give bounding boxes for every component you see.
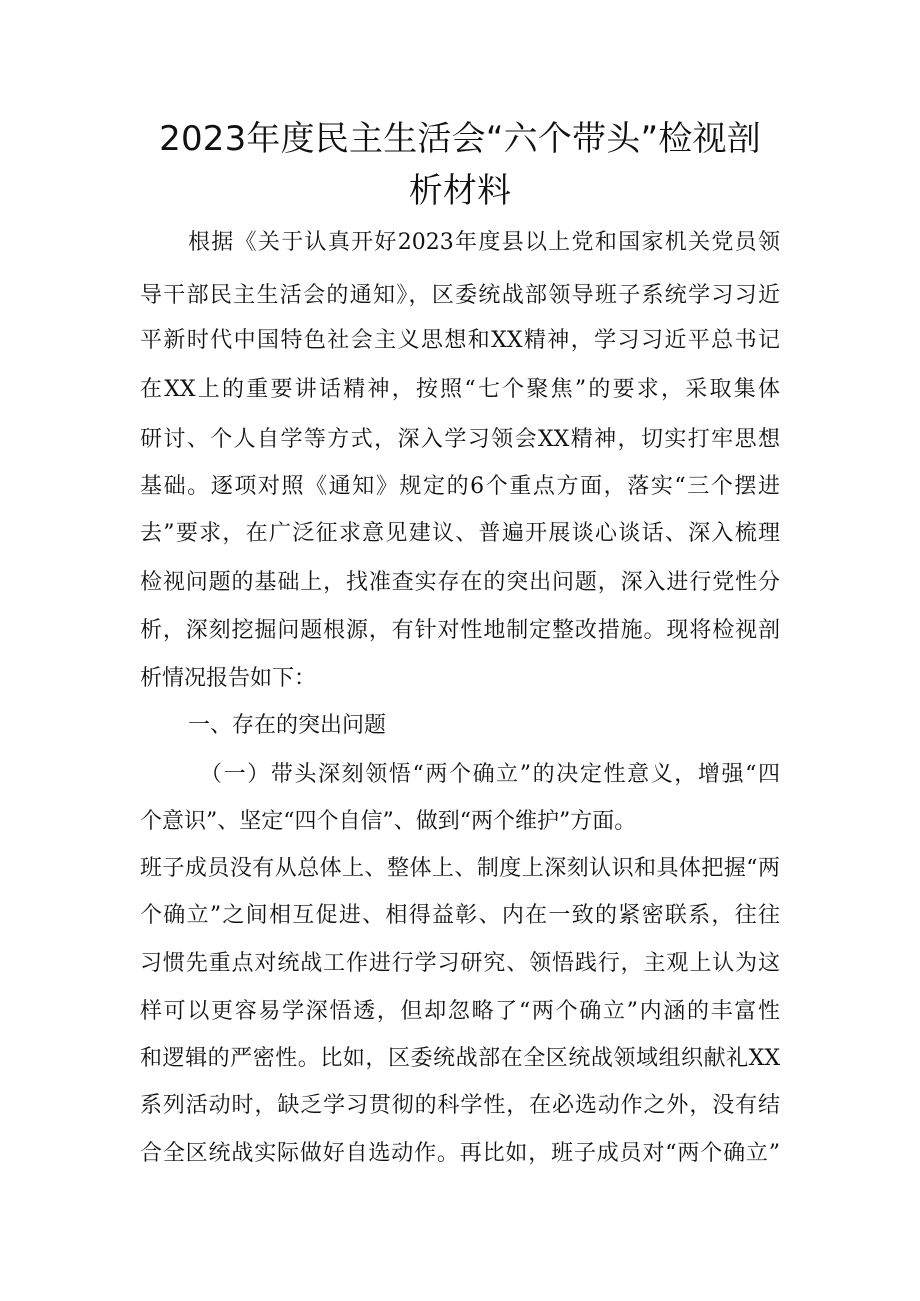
paragraph-line-4: 在XX上的重要讲话精神，按照“七个聚焦”的要求，采取集体: [140, 377, 780, 402]
paragraph-line-10: 析情况报告如下：: [140, 666, 317, 691]
paragraph-line-9: 析，深刻挖掘问题根源，有针对性地制定整改措施。现将检视剖: [140, 618, 780, 643]
document-title-line-1: 2023年度民主生活会“六个带头”检视剖: [159, 119, 761, 159]
body-line-5: 和逻辑的严密性。比如，区委统战部在全区统战领域组织献礼XX: [140, 1046, 780, 1071]
body-line-1: 班子成员没有从总体上、整体上、制度上深刻认识和具体把握“两: [140, 856, 780, 881]
paragraph-line-2: 导干部民主生活会的通知》，区委统战部领导班子系统学习习近: [140, 283, 780, 308]
body-line-2: 个确立”之间相互促进、相得益彰、内在一致的紧密联系，往往: [140, 903, 780, 928]
paragraph-line-3: 平新时代中国特色社会主义思想和XX精神，学习习近平总书记: [140, 328, 780, 353]
subheading-line-1: （一）带头深刻领悟“两个确立”的决定性意义，增强“四: [200, 762, 780, 787]
paragraph-line-1: 根据《关于认真开好2023年度县以上党和国家机关党员领: [188, 230, 780, 255]
body-line-4: 样可以更容易学深悟透，但却忽略了“两个确立”内涵的丰富性: [140, 999, 780, 1024]
body-line-3: 习惯先重点对统战工作进行学习研究、领悟践行，主观上认为这: [140, 951, 780, 976]
paragraph-line-8: 检视问题的基础上，找准查实存在的突出问题，深入进行党性分: [140, 570, 780, 595]
paragraph-line-5: 研讨、个人自学等方式，深入学习领会XX精神，切实打牢思想: [140, 427, 780, 452]
paragraph-line-6: 基础。逐项对照《通知》规定的6个重点方面，落实“三个摆进: [140, 474, 780, 499]
body-line-6: 系列活动时，缺乏学习贯彻的科学性，在必选动作之外，没有结: [140, 1093, 780, 1118]
subheading-line-2: 个意识”、坚定“四个自信”、做到“两个维护”方面。: [140, 809, 637, 834]
document-title-line-2: 析材料: [408, 171, 512, 211]
body-line-7: 合全区统战实际做好自选动作。再比如，班子成员对“两个确立”: [140, 1141, 780, 1166]
section-heading-1: 一、存在的突出问题: [188, 713, 387, 738]
paragraph-line-7: 去”要求，在广泛征求意见建议、普遍开展谈心谈话、深入梳理: [140, 521, 780, 546]
